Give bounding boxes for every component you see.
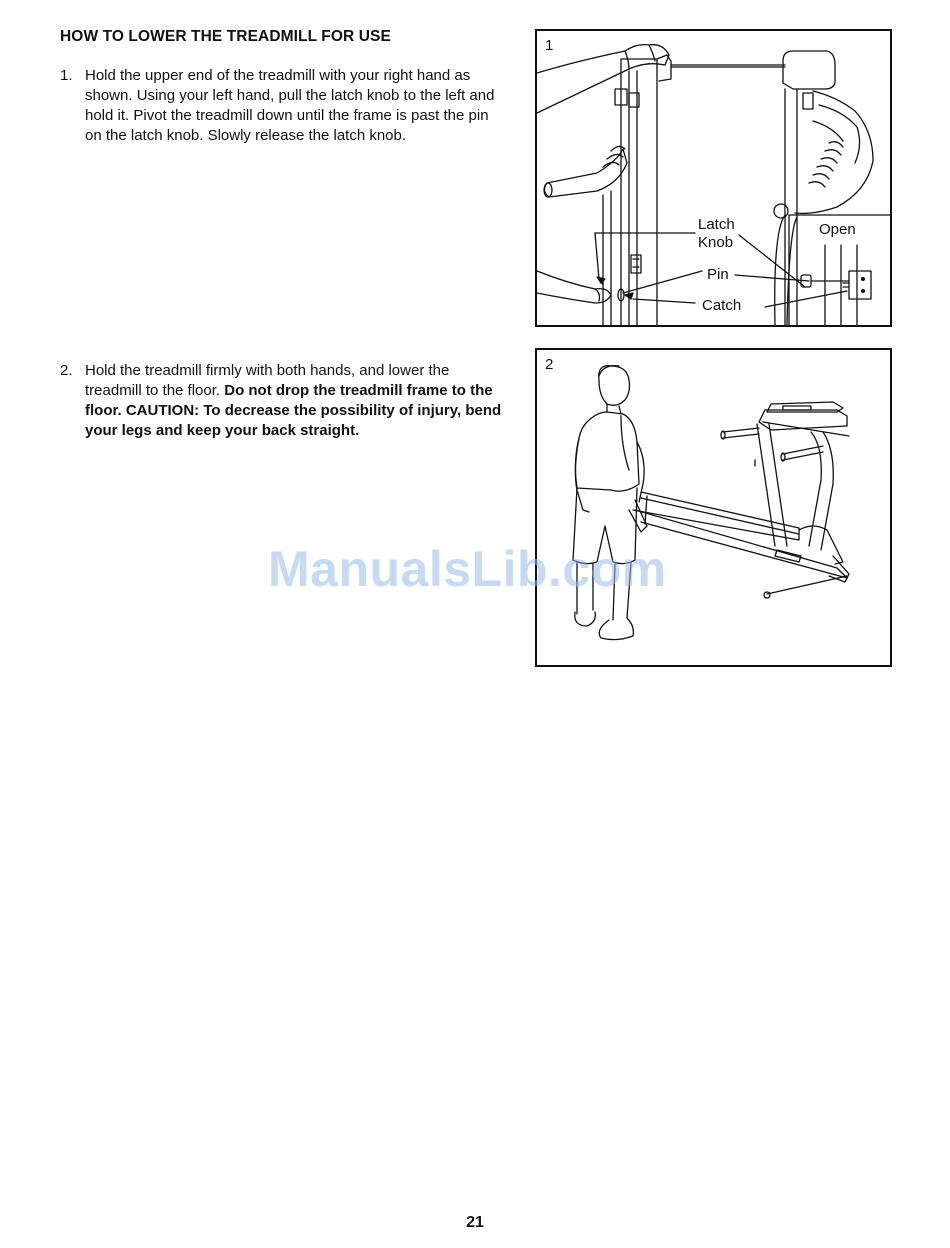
step-text: Hold the upper end of the treadmill with your right hand as shown. Using your left hand, pull the latch knob to the left and hold it. Pivot the treadmill down until the frame is past the pin on the latch knob. Slowly release the latch knob. [85, 67, 495, 144]
step-number: 1. [60, 67, 73, 84]
callout-pin: Pin [707, 266, 729, 283]
figure-number: 2 [545, 356, 554, 373]
figure-2-illustration [537, 350, 890, 665]
callout-catch: Catch [702, 297, 742, 314]
figure-number: 1 [545, 37, 554, 54]
step-text [85, 361, 505, 441]
step-2 [60, 361, 505, 441]
step-text-regular: Hold the treadmill firmly with both hands, and lower the treadmill to the floor. [85, 362, 450, 399]
watermark: ManualsLib.com [268, 541, 667, 597]
figure-1 [535, 29, 892, 327]
step-1 [60, 66, 505, 146]
step-warning: Do not drop the treadmill frame to the floor. CAUTION: To decrease the possibility of injury, bend your legs and keep your back straight. [85, 382, 502, 439]
callout-open: Open [819, 221, 856, 238]
page-heading: HOW TO LOWER THE TREADMILL FOR USE [60, 28, 391, 45]
callout-latch: Latch [698, 216, 735, 233]
callout-knob: Knob [698, 234, 734, 251]
figure-2 [535, 348, 892, 667]
page-number: 21 [466, 1214, 484, 1231]
step-number: 2. [60, 362, 73, 379]
